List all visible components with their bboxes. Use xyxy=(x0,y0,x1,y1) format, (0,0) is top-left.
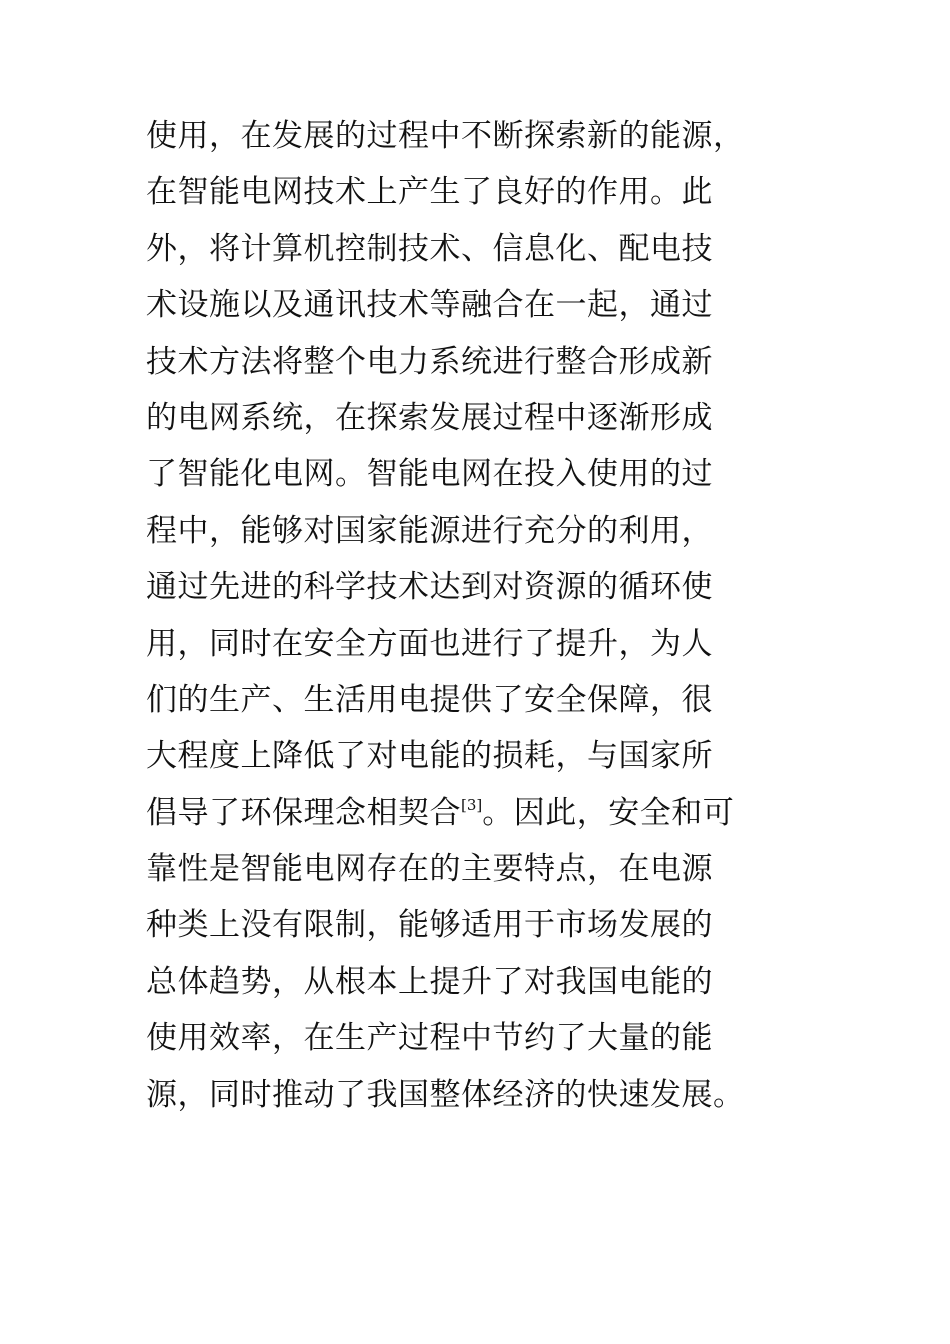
text-line: 在智能电网技术上产生了良好的作用。此 xyxy=(146,174,713,211)
citation-superscript: [3] xyxy=(461,795,483,814)
text-line: 大程度上降低了对电能的损耗，与国家所 xyxy=(146,738,713,775)
text-line: 用，同时在安全方面也进行了提升，为人 xyxy=(146,625,713,662)
text-line: 的电网系统，在探索发展过程中逐渐形成 xyxy=(146,399,713,436)
text-line: 外，将计算机控制技术、信息化、配电技 xyxy=(146,230,713,267)
text-line: 使用，在发展的过程中不断探索新的能源， xyxy=(146,118,745,154)
text-segment: 。因此，安全和可 xyxy=(482,794,735,831)
text-line: 们的生产、生活用电提供了安全保障，很 xyxy=(146,681,713,718)
text-line: 源，同时推动了我国整体经济的快速发展。 xyxy=(146,1076,745,1113)
text-line: 靠性是智能电网存在的主要特点，在电源 xyxy=(146,851,713,888)
text-line: 总体趋势，从根本上提升了对我国电能的 xyxy=(146,963,713,1000)
body-paragraph xyxy=(146,108,846,1123)
text-line: 种类上没有限制，能够适用于市场发展的 xyxy=(146,907,713,944)
text-line: 了智能化电网。智能电网在投入使用的过 xyxy=(146,456,713,493)
text-line: 程中，能够对国家能源进行充分的利用， xyxy=(146,512,713,549)
text-line: 技术方法将整个电力系统进行整合形成新 xyxy=(146,343,713,380)
text-line: 使用效率，在生产过程中节约了大量的能 xyxy=(146,1020,713,1057)
text-line-with-citation xyxy=(146,785,846,841)
text-line: 通过先进的科学技术达到对资源的循环使 xyxy=(146,569,713,606)
text-segment: 倡导了环保理念相契合 xyxy=(146,794,461,831)
text-line: 术设施以及通讯技术等融合在一起，通过 xyxy=(146,287,713,324)
